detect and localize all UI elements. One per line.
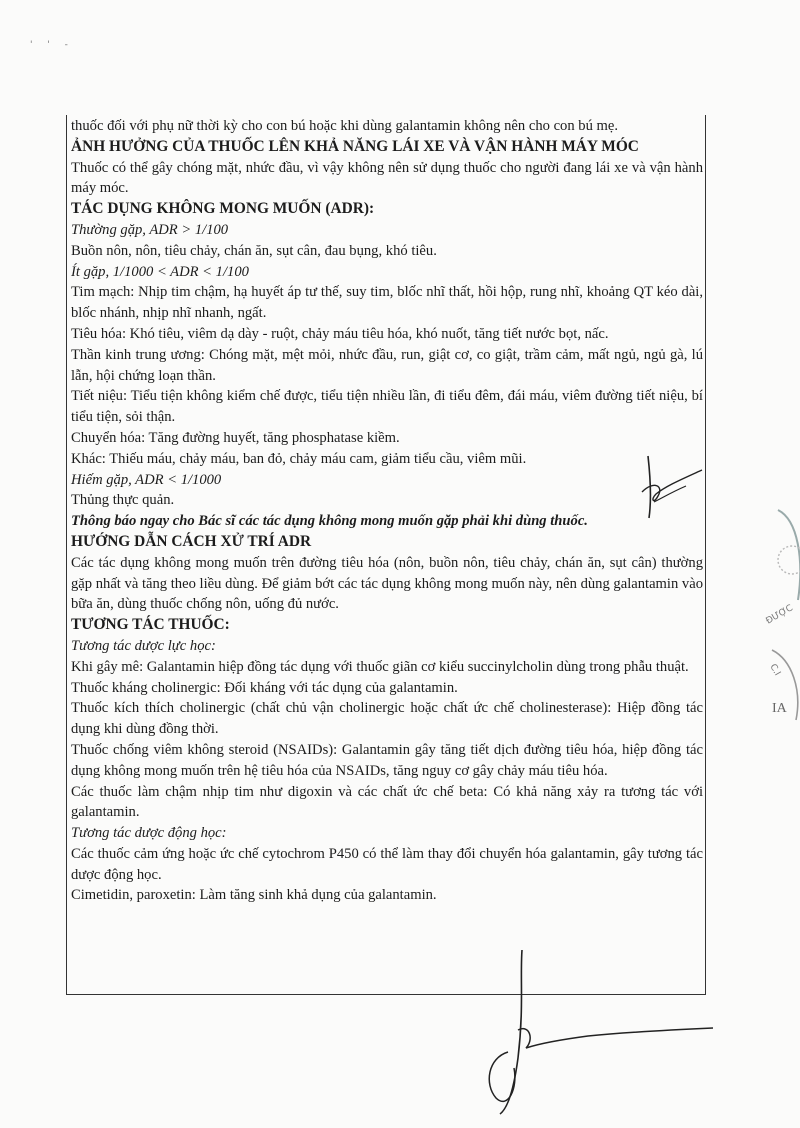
paragraph: Thuốc kháng cholinergic: Đối kháng với tác dụng của galantamin. (71, 679, 458, 696)
stamp-fragment-icon (758, 500, 800, 790)
paragraph: Thuốc chống viêm không steroid (NSAIDs): Galantamin gây tăng tiết dịch đường tiêu hóa, hiệp đồng tác dụng không mong muốn trên hệ tiêu hóa của NSAIDs, tăng nguy cơ gây chảy máu tiêu hóa. (71, 741, 703, 779)
paragraph: Khác: Thiếu máu, chảy máu, ban đỏ, chảy máu cam, giảm tiểu cầu, viêm mũi. (71, 450, 527, 467)
paragraph: Buồn nôn, nôn, tiêu chảy, chán ăn, sụt cân, đau bụng, khó tiêu. (71, 242, 437, 259)
section-heading: TÁC DỤNG KHÔNG MONG MUỐN (ADR): (71, 200, 375, 218)
paragraph: Tiết niệu: Tiểu tiện không kiểm chế được, tiểu tiện nhiều lần, đi tiểu đêm, đái máu, viêm đường tiết niệu, bí tiểu tiện, sỏi thận. (71, 388, 703, 426)
paragraph: Thường gặp, ADR > 1/100 (71, 221, 229, 238)
paragraph: Tương tác dược động học: (71, 825, 227, 842)
svg-text:ĐƯỢC: ĐƯỢC (764, 603, 795, 627)
paragraph: Thông báo ngay cho Bác sĩ các tác dụng không mong muốn gặp phải khi dùng thuốc. (71, 513, 588, 530)
paragraph: Chuyển hóa: Tăng đường huyết, tăng phosphatase kiềm. (71, 429, 400, 446)
scan-corner-marks: ' ' - (30, 40, 74, 50)
paragraph: thuốc đối với phụ nữ thời kỳ cho con bú hoặc khi dùng galantamin không nên cho con bú mẹ. (71, 118, 619, 134)
paragraph: Các tác dụng không mong muốn trên đường tiêu hóa (nôn, buồn nôn, tiêu chảy, chán ăn, sụt cân) thường gặp nhất và tăng theo liều dùng. Để giảm bớt các tác dụng không mong muốn này, nên dùng galantamin vào bữa ăn, dùng thuốc chống nôn, uống đủ nước. (71, 554, 703, 613)
section-heading: HƯỚNG DẪN CÁCH XỬ TRÍ ADR (71, 532, 312, 550)
paragraph: Cimetidin, paroxetin: Làm tăng sinh khả dụng của galantamin. (71, 887, 437, 904)
paragraph: Hiếm gặp, ADR < 1/1000 (71, 471, 222, 488)
paragraph: Tương tác dược lực học: (71, 637, 216, 654)
section-heading: ẢNH HƯỞNG CỦA THUỐC LÊN KHẢ NĂNG LÁI XE VÀ VẬN HÀNH MÁY MÓC (71, 137, 639, 155)
paragraph: Tiêu hóa: Khó tiêu, viêm dạ dày - ruột, chảy máu tiêu hóa, khó nuốt, tăng tiết nước bọt, nấc. (71, 325, 609, 342)
svg-text:IA: IA (772, 701, 787, 716)
signature-mark-icon (632, 452, 712, 522)
paragraph: Thuốc kích thích cholinergic (chất chủ vận cholinergic hoặc chất ức chế cholinesterase): Hiệp đồng tác dụng khi dùng đồng thời. (71, 700, 703, 738)
paragraph: Các thuốc cảm ứng hoặc ức chế cytochrom P450 có thể làm thay đổi chuyển hóa galantamin, gây tương tác dược động học. (71, 845, 703, 883)
svg-text:C.I: C.I (767, 662, 782, 678)
paragraph: Các thuốc làm chậm nhịp tim như digoxin và các chất ức chế beta: Có khả năng xảy ra tương tác với galantamin. (71, 783, 703, 821)
paragraph: Thần kinh trung ương: Chóng mặt, mệt mỏi, nhức đầu, run, giật cơ, co giật, trầm cảm, mất ngủ, ngủ gà, lú lẫn, hội chứng loạn thần. (71, 346, 703, 384)
paragraph: Ít gặp, 1/1000 < ADR < 1/100 (71, 263, 249, 280)
document-body (71, 116, 703, 906)
paragraph: Khi gây mê: Galantamin hiệp đồng tác dụng với thuốc giãn cơ kiểu succinylcholin dùng trong phẫu thuật. (71, 658, 689, 675)
signature-icon (478, 948, 718, 1118)
section-heading: TƯƠNG TÁC THUỐC: (71, 616, 230, 634)
paragraph: Thuốc có thể gây chóng mặt, nhức đầu, vì vậy không nên sử dụng thuốc cho người đang lái xe và vận hành máy móc. (71, 159, 703, 197)
paragraph: Thủng thực quản. (71, 492, 175, 509)
paragraph: Tim mạch: Nhịp tim chậm, hạ huyết áp tư thế, suy tim, blốc nhĩ thất, hồi hộp, rung nhĩ, khoảng QT kéo dài, blốc nhánh, nhịp nhĩ nhanh, ngất. (71, 284, 703, 322)
